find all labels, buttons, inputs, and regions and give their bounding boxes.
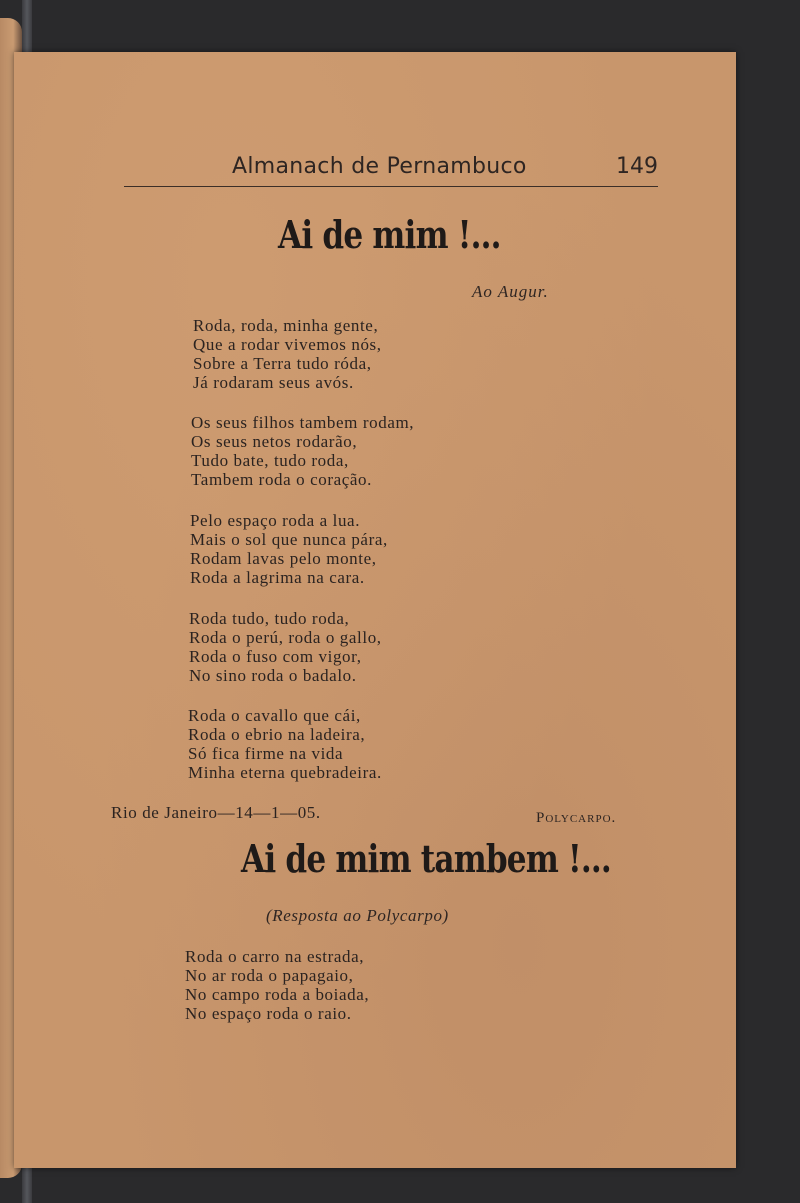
poem-title-2: Ai de mim tambem !... xyxy=(241,836,611,881)
verse-line: Os seus filhos tambem rodam, xyxy=(191,413,415,432)
verse-line: Tambem roda o coração. xyxy=(191,470,372,489)
verse-line: No campo roda a boiada, xyxy=(185,985,370,1004)
running-title: Almanach de Pernambuco xyxy=(232,154,527,179)
verse-line: Que a rodar vivemos nós, xyxy=(193,335,382,354)
verse-line: No espaço roda o raio. xyxy=(185,1004,352,1023)
verse-line: Minha eterna quebradeira. xyxy=(188,763,382,782)
verse-line: Roda, roda, minha gente, xyxy=(193,316,379,335)
book-page xyxy=(14,52,736,1168)
verse-line: Rodam lavas pelo monte, xyxy=(190,549,377,568)
verse-line: Mais o sol que nunca pára, xyxy=(190,530,388,549)
verse-line: Só fica firme na vida xyxy=(188,744,344,763)
stanza-5 xyxy=(188,706,382,782)
stanza-2 xyxy=(191,413,414,489)
stanza-3 xyxy=(190,511,388,587)
verse-line: Roda o perú, roda o gallo, xyxy=(189,628,382,647)
verse-line: Sobre a Terra tudo róda, xyxy=(193,354,372,373)
verse-line: Pelo espaço roda a lua. xyxy=(190,511,361,530)
place-and-date: Rio de Janeiro—14—1—05. xyxy=(111,803,321,822)
poem-subtitle: (Resposta ao Polycarpo) xyxy=(266,906,449,925)
running-header xyxy=(124,150,658,187)
verse-line: Roda o carro na estrada, xyxy=(185,947,365,966)
verse-line: Os seus netos rodarão, xyxy=(191,432,358,451)
verse-line: No ar roda o papagaio, xyxy=(185,966,354,985)
stanza-1 xyxy=(193,316,382,392)
verse-line: No sino roda o badalo. xyxy=(189,666,357,685)
stanza-4 xyxy=(189,609,382,685)
stanza-6 xyxy=(185,947,369,1023)
poem-dedication: Ao Augur. xyxy=(472,282,549,301)
verse-line: Roda tudo, tudo roda, xyxy=(189,609,350,628)
verse-line: Roda o ebrio na ladeira, xyxy=(188,725,366,744)
page-number: 149 xyxy=(616,154,658,179)
poem-author: Polycarpo. xyxy=(536,810,617,826)
verse-line: Tudo bate, tudo roda, xyxy=(191,451,349,470)
verse-line: Roda o cavallo que cái, xyxy=(188,706,361,725)
verse-line: Já rodaram seus avós. xyxy=(193,373,354,392)
verse-line: Roda o fuso com vigor, xyxy=(189,647,362,666)
verse-line: Roda a lagrima na cara. xyxy=(190,568,365,587)
poem-title: Ai de mim !... xyxy=(278,212,501,257)
